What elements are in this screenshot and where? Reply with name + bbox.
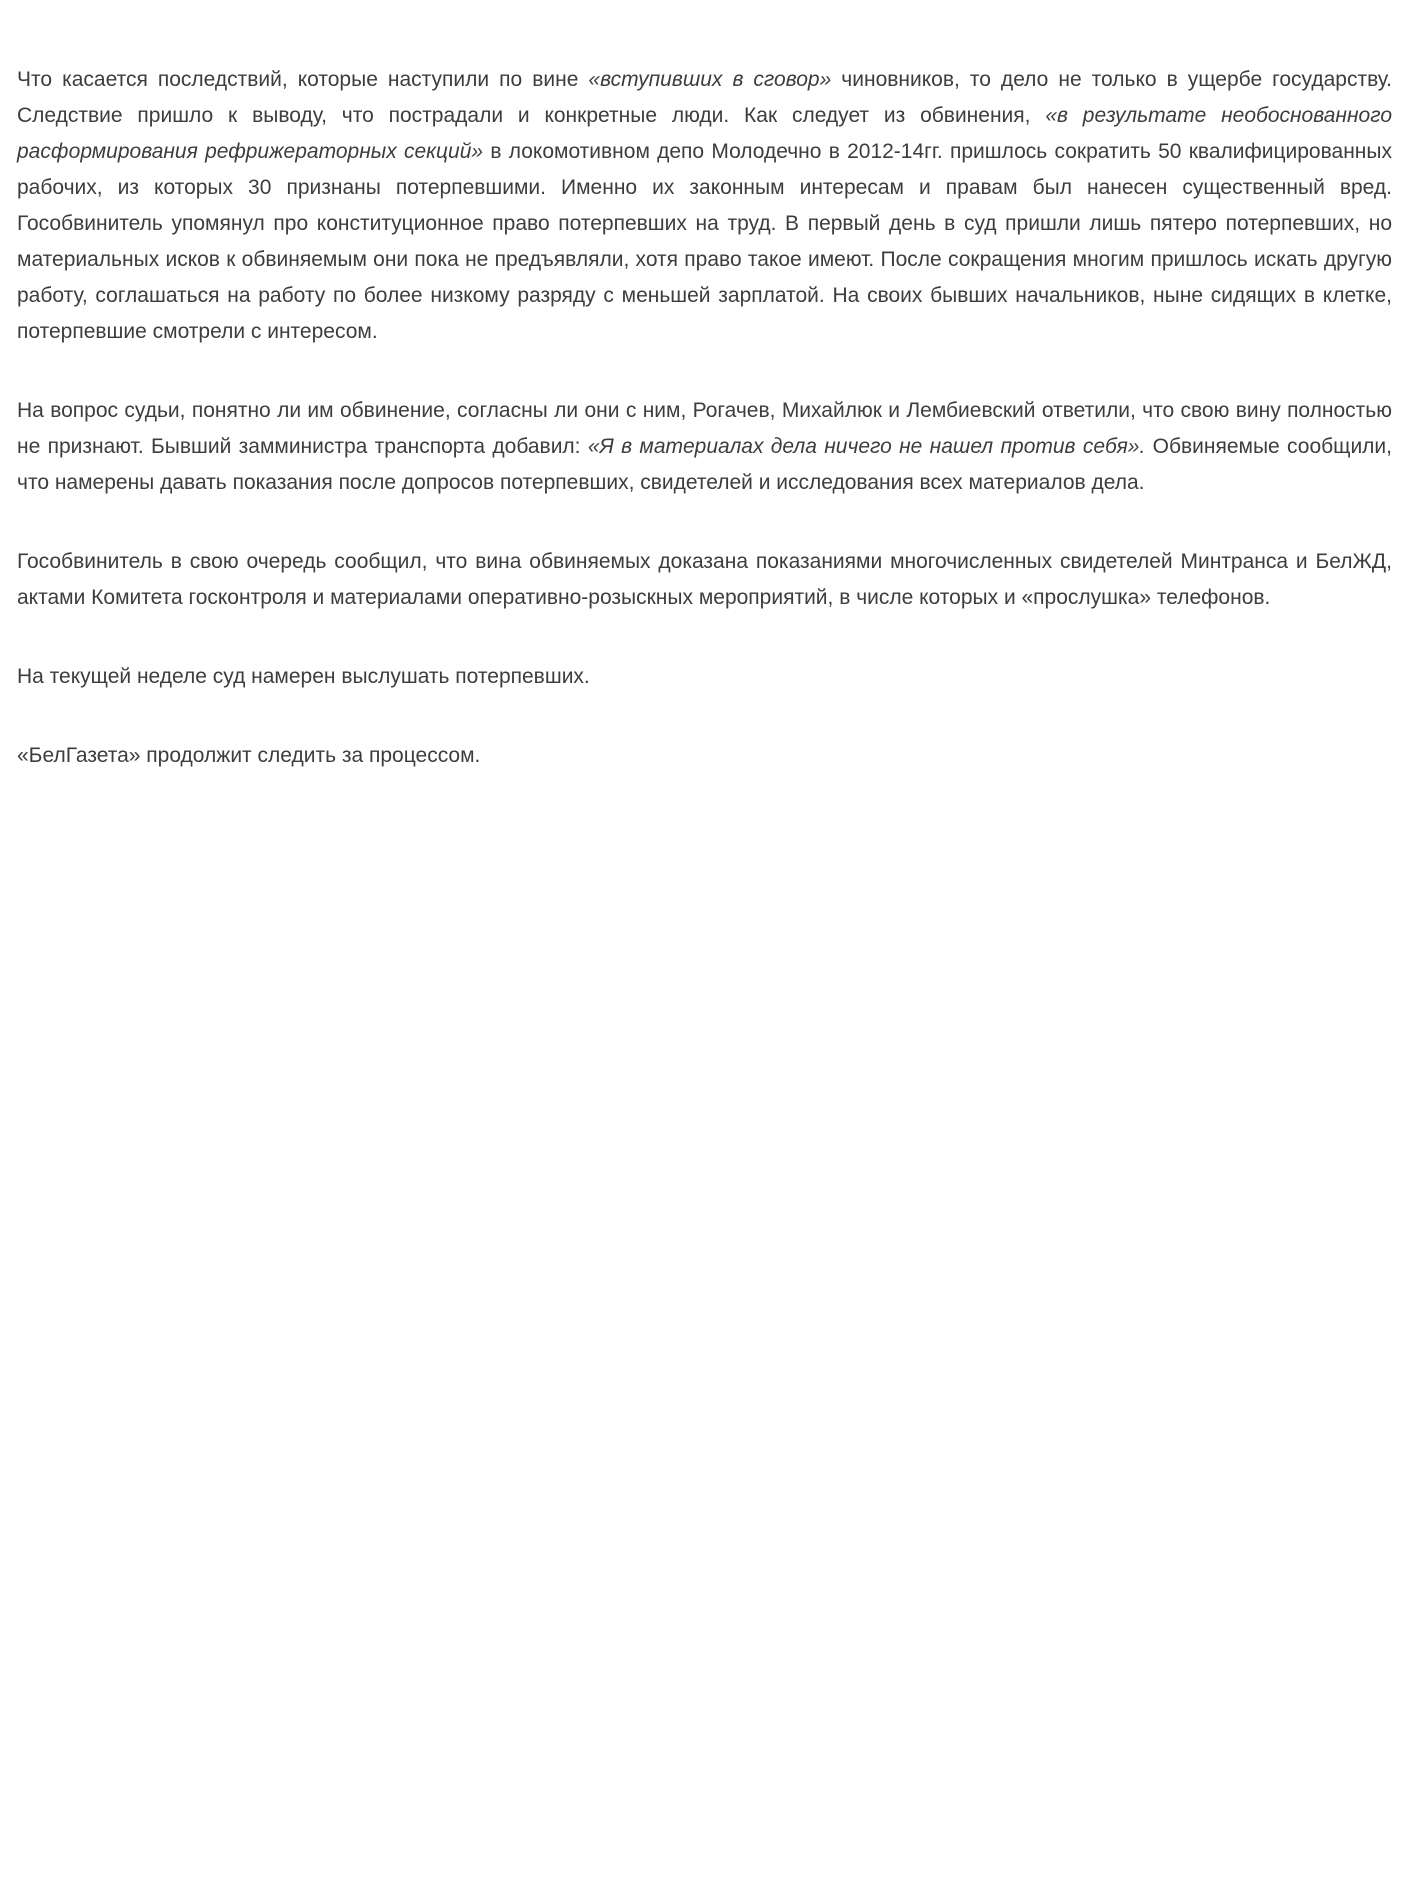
body-text: Что касается последствий, которые наступили по вине: [17, 68, 589, 91]
article-paragraph: [17, 393, 1392, 501]
body-text: На вопрос судьи, понятно ли им обвинение, согласны ли они с ним, Рогачев, Михайлюк и Лембиевский ответили, что свою вину полностью не признают. Бывший замминистра транспорта добавил:: [17, 399, 1392, 458]
article-body: [0, 0, 1409, 774]
body-text: в локомотивном депо Молодечно в 2012-14гг. пришлось сократить 50 квалифицированных рабочих, из которых 30 признаны потерпевшими. Именно их законным интересам и правам был нанесен существенный вред. Гособвинитель упомянул про конституционное право потерпевших на труд. В первый день в суд пришли лишь пятеро потерпевших, но материальных исков к обвиняемым они пока не предъявляли, хотя право такое имеют. После сокращения многим пришлось искать другую работу, соглашаться на работу по более низкому разряду с меньшей зарплатой. На своих бывших начальников, ныне сидящих в клетке, потерпевшие смотрели с интересом.: [17, 140, 1392, 343]
body-text: Обвиняемые сообщили, что намерены давать показания после допросов потерпевших, свидетелей и исследования всех материалов дела.: [17, 435, 1392, 494]
body-text: чиновников, то дело не только в ущербе государству. Следствие пришло к выводу, что пострадали и конкретные люди. Как следует из обвинения,: [17, 68, 1392, 127]
article-paragraph: [17, 62, 1392, 350]
article-paragraph: [17, 738, 1392, 774]
quoted-italic-text: «в результате необоснованного расформирования рефрижераторных секций»: [17, 104, 1392, 163]
article-paragraph: [17, 659, 1392, 695]
article-paragraph: [17, 544, 1392, 616]
quoted-italic-text: «Я в материалах дела ничего не нашел против себя».: [587, 435, 1146, 458]
quoted-italic-text: «вступивших в сговор»: [588, 68, 832, 91]
body-text: «БелГазета» продолжит следить за процессом.: [17, 744, 481, 767]
body-text: Гособвинитель в свою очередь сообщил, что вина обвиняемых доказана показаниями многочисленных свидетелей Минтранса и БелЖД, актами Комитета госконтроля и материалами оперативно-розыскных мероприятий, в числе которых и «прослушка» телефонов.: [17, 550, 1392, 609]
body-text: На текущей неделе суд намерен выслушать потерпевших.: [17, 665, 590, 688]
